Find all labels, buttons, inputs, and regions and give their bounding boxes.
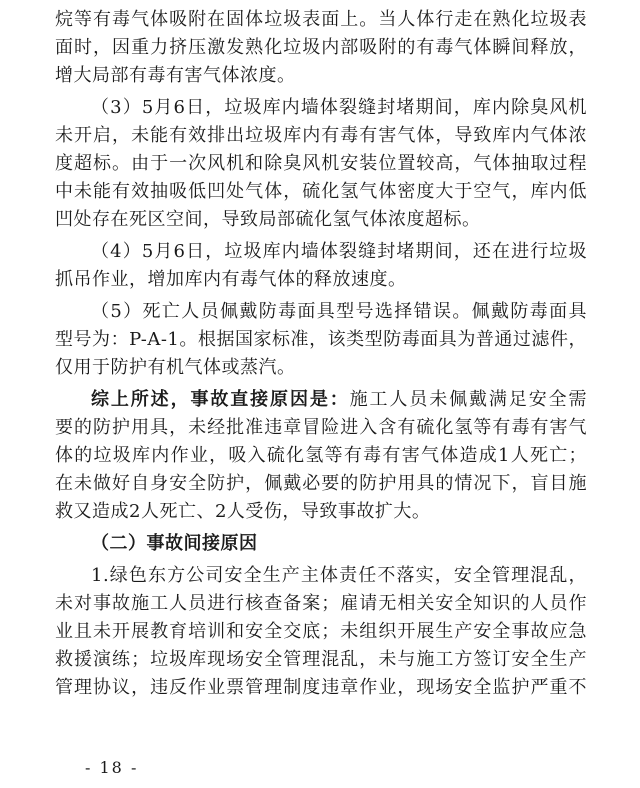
text-line: 救援演练；垃圾库现场安全管理混乱，未与施工方签订安全生产 [55,649,587,670]
text-line: （5）死亡人员佩戴防毒面具型号选择错误。佩戴防毒面具 [91,301,587,322]
text-line: 抓吊作业，增加库内有毒气体的释放速度。 [55,269,407,290]
text-line: 增大局部有毒有害气体浓度。 [55,65,296,86]
text-line: 型号为：P-A-1。根据国家标准，该类型防毒面具为普通过滤件， [55,329,587,350]
text-line: 烷等有毒气体吸附在固体垃圾表面上。当人体行走在熟化垃圾表 [55,9,587,30]
text-line: 管理协议，违反作业票管理制度违章作业，现场安全监护严重不 [55,677,587,698]
paragraph-item-4 [55,238,587,294]
text-line: 救又造成2人死亡、2人受伤，导致事故扩大。 [55,501,431,522]
text-line: （3）5月6日，垃圾库内墙体裂缝封堵期间，库内除臭风机 [91,97,587,118]
text-line: （4）5月6日，垃圾库内墙体裂缝封堵期间，还在进行垃圾 [91,241,587,262]
paragraph-indirect-cause-1 [55,562,587,702]
paragraph-item-5 [55,298,587,382]
page-number: - 18 - [85,758,139,777]
text-line [55,386,587,414]
text-line: 度超标。由于一次风机和除臭风机安装位置较高，气体抽取过程 [55,153,587,174]
text-line: 面时，因重力挤压激发熟化垃圾内部吸附的有毒气体瞬间释放， [55,37,587,58]
paragraph-direct-cause-summary [55,386,587,526]
document-page [55,6,587,702]
paragraph-item-3 [55,94,587,234]
summary-lead: 综上所述，事故直接原因是： [91,389,350,410]
text-line: 仅用于防护有机气体或蒸汽。 [55,357,296,378]
text-line: 1.绿色东方公司安全生产主体责任不落实，安全管理混乱， [91,565,587,586]
text-line: 在未做好自身安全防护，佩戴必要的防护用具的情况下，盲目施 [55,473,587,494]
text-line: 凹处存在死区空间，导致局部硫化氢气体浓度超标。 [55,209,481,230]
text-line: 体的垃圾库内作业，吸入硫化氢等有毒有害气体造成1人死亡； [55,445,587,466]
paragraph-hazard-release [55,6,587,90]
section-heading: （二）事故间接原因 [91,533,258,554]
text-line: 未开启，未能有效排出垃圾库内有毒有害气体，导致库内气体浓 [55,125,587,146]
text-line: 未对事故施工人员进行核查备案；雇请无相关安全知识的人员作 [55,593,587,614]
text-line: 业且未开展教育培训和安全交底；未组织开展生产安全事故应急 [55,621,587,642]
summary-first-line-rest: 施工人员未佩戴满足安全需 [349,389,588,410]
text-line: 要的防护用具，未经批准违章冒险进入含有硫化氢等有毒有害气 [55,417,587,438]
text-line: 中未能有效抽吸低凹处气体，硫化氢气体密度大于空气，库内低 [55,181,587,202]
